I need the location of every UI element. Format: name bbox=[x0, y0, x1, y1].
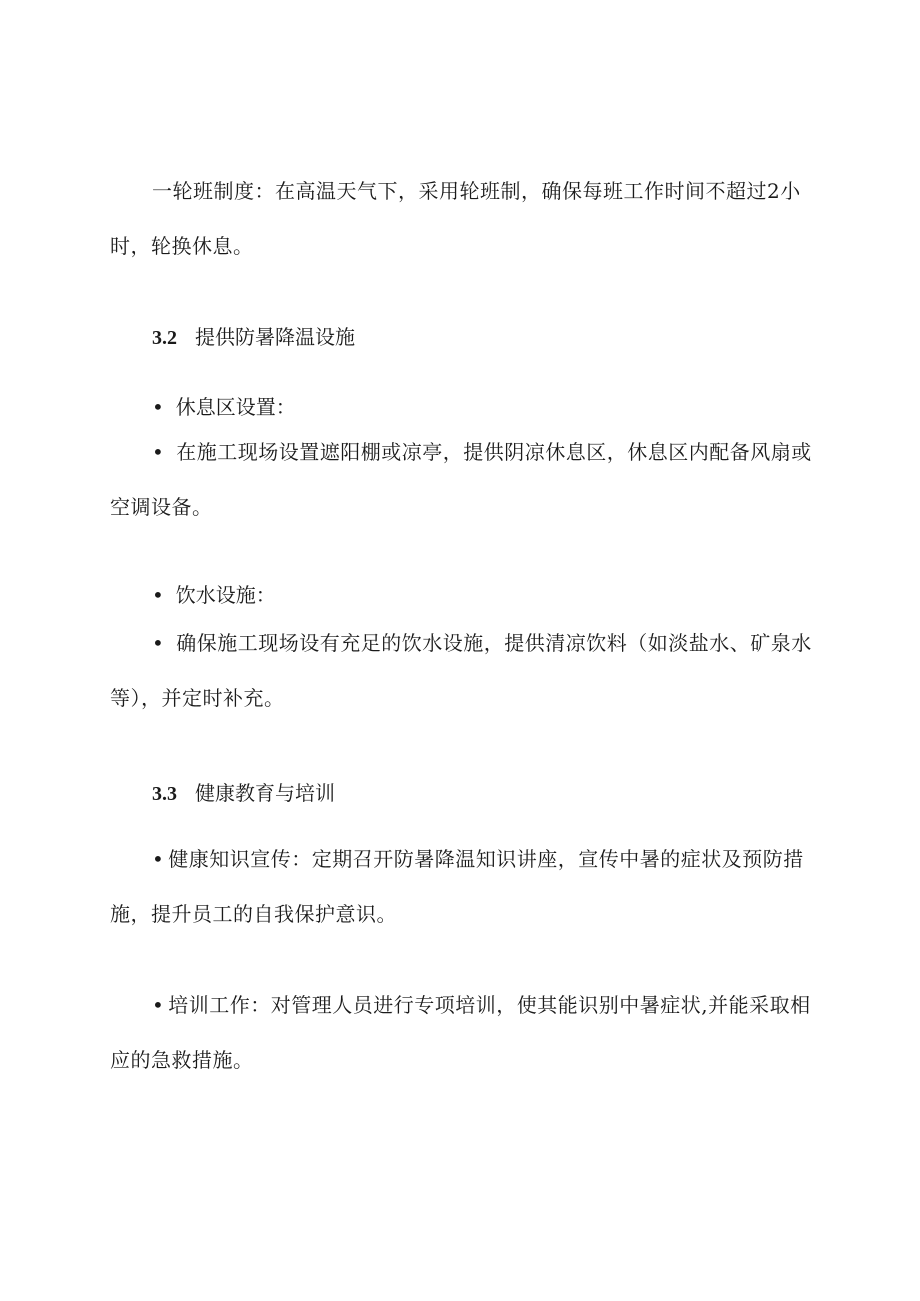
bullet-icon: • bbox=[152, 847, 165, 871]
knowledge-item bbox=[110, 832, 813, 942]
training-text: 培训工作：对管理人员进行专项培训，使其能识别中暑症状,并能采取相应的急救措施。 bbox=[110, 993, 811, 1072]
section-3-3-heading bbox=[152, 778, 335, 809]
water-item bbox=[110, 616, 813, 726]
section-3-3-number: 3.3 bbox=[152, 783, 177, 805]
water-text: 确保施工现场设有充足的饮水设施，提供清凉饮料（如淡盐水、矿泉水等），并定时补充。 bbox=[110, 631, 812, 710]
water-label: 饮水设施： bbox=[175, 583, 276, 607]
bullet-icon: • bbox=[152, 631, 165, 655]
bullet-icon: • bbox=[152, 583, 164, 607]
rotation-paragraph: 一轮班制度：在高温天气下，采用轮班制，确保每班工作时间不超过2小时，轮换休息。 bbox=[110, 179, 801, 258]
section-3-2-heading bbox=[152, 322, 355, 353]
training-item bbox=[110, 978, 813, 1088]
bullet-icon: • bbox=[152, 395, 164, 419]
rest-area-label: 休息区设置： bbox=[175, 395, 296, 419]
knowledge-text: 健康知识宣传：定期召开防暑降温知识讲座，宣传中暑的症状及预防措施，提升员工的自我保护意识。 bbox=[110, 847, 804, 926]
bullet-icon: • bbox=[152, 440, 165, 464]
section-3-2-number: 3.2 bbox=[152, 327, 177, 349]
bullet-icon: • bbox=[152, 993, 165, 1017]
section-3-2-title: 提供防暑降温设施 bbox=[195, 325, 355, 349]
water-label-item bbox=[152, 580, 276, 610]
rest-area-text: 在施工现场设置遮阳棚或凉亭，提供阴凉休息区，休息区内配备风扇或空调设备。 bbox=[110, 440, 812, 519]
rest-area-item bbox=[110, 425, 813, 535]
section-3-3-title: 健康教育与培训 bbox=[195, 781, 335, 805]
rest-area-label-item bbox=[152, 392, 296, 422]
